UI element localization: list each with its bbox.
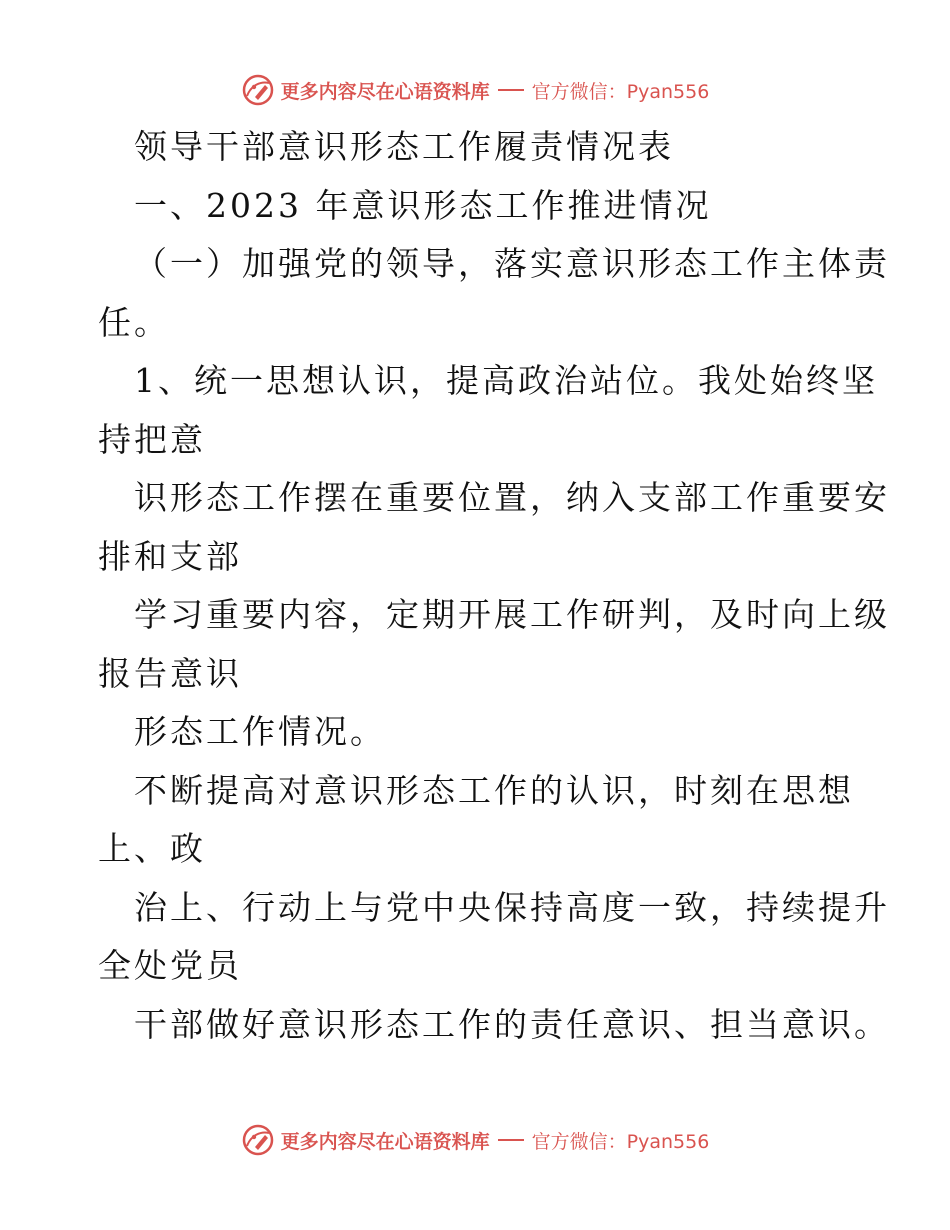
paragraph-line: 学习重要内容，定期开展工作研判，及时向上级	[134, 595, 890, 634]
paragraph-line: 持把意	[98, 419, 206, 459]
subsection-heading-cont: 任。	[98, 302, 170, 342]
paragraph-line: 不断提高对意识形态工作的认识，时刻在思想	[134, 770, 854, 810]
section-heading: 一、2023 年意识形态工作推进情况	[134, 185, 712, 225]
paragraph-line: 上、政	[98, 829, 206, 868]
banner-wechat-text: 官方微信：Pyan556	[531, 1130, 710, 1153]
subsection-heading: （一）加强党的领导，落实意识形态工作主体责	[134, 244, 890, 283]
paragraph-line: 报告意识	[98, 653, 242, 693]
banner-wechat-text: 官方微信：Pyan556	[531, 80, 710, 103]
paragraph-line: 全处党员	[98, 946, 242, 985]
document-title: 领导干部意识形态工作履责情况表	[134, 127, 674, 166]
paragraph-line: 1、统一思想认识，提高政治站位。我处始终坚	[134, 361, 878, 400]
banner-divider	[498, 1139, 524, 1141]
pen-logo-icon	[241, 73, 275, 107]
paragraph-line: 识形态工作摆在重要位置，纳入支部工作重要安	[134, 478, 890, 517]
pen-logo-icon	[241, 1123, 275, 1157]
banner-content	[241, 1123, 710, 1157]
banner-main-text: 更多内容尽在心语资料库	[280, 80, 490, 103]
footer-banner	[0, 1120, 950, 1160]
banner-content	[241, 73, 710, 107]
document-body	[98, 118, 890, 1054]
paragraph-line: 干部做好意识形态工作的责任意识、担当意识。	[134, 1004, 890, 1044]
header-banner	[0, 70, 950, 110]
paragraph-line: 排和支部	[98, 536, 242, 576]
paragraph-line: 治上、行动上与党中央保持高度一致，持续提升	[134, 887, 890, 927]
banner-main-text: 更多内容尽在心语资料库	[280, 1130, 490, 1153]
banner-divider	[498, 89, 524, 91]
paragraph-line: 形态工作情况。	[134, 712, 386, 751]
